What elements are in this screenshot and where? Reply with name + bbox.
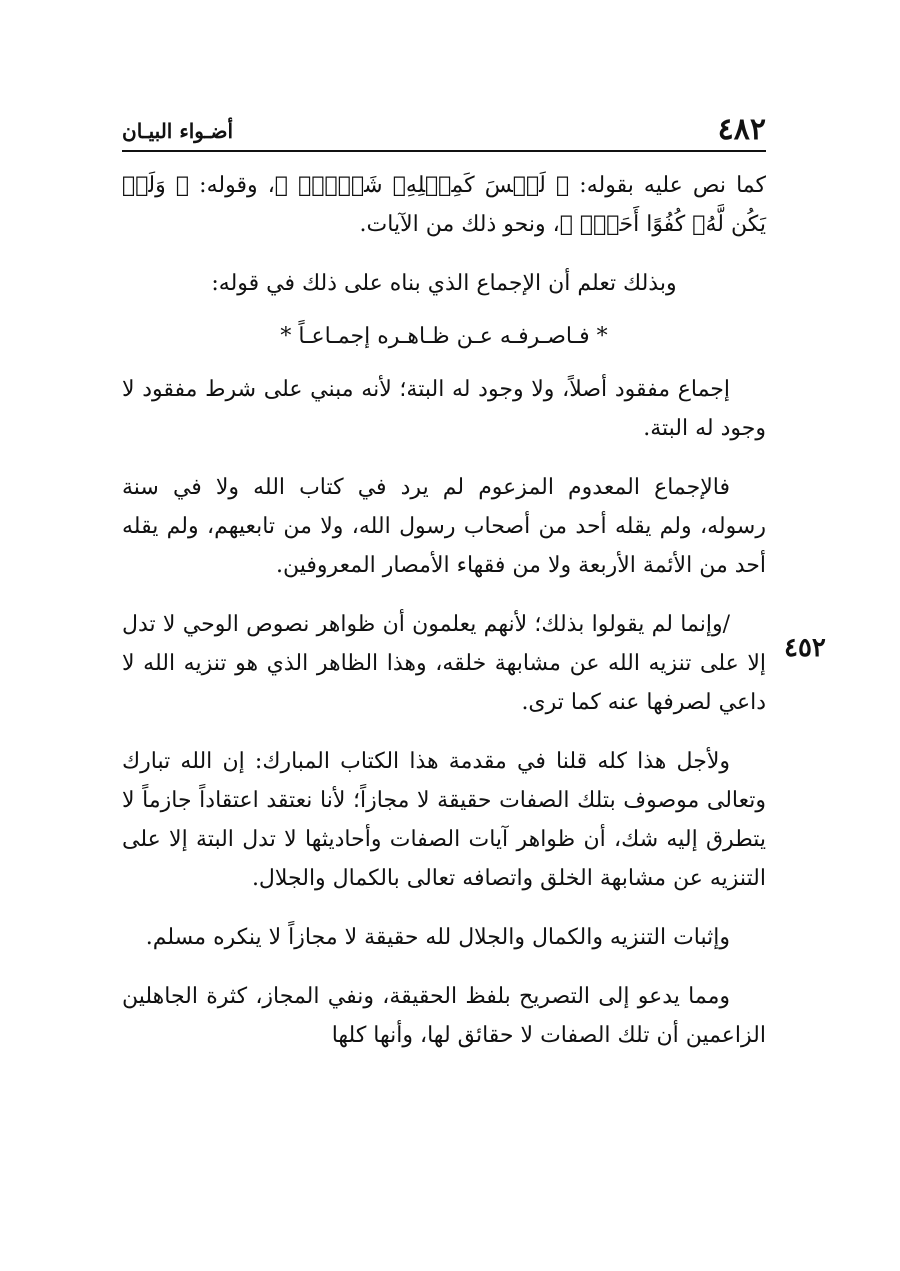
page-number: ٤٨٢ <box>717 112 766 147</box>
paragraph-intro: وبذلك تعلم أن الإجماع الذي بناه على ذلك في قوله: <box>211 271 677 296</box>
margin-page-reference: ٤٥٢ <box>784 633 826 663</box>
paragraph: إجماع مفقود أصلاً، ولا وجود له البتة؛ لأنه مبني على شرط مفقود لا وجود له البتة. <box>122 377 766 441</box>
paragraph: ولأجل هذا كله قلنا في مقدمة هذا الكتاب المبارك: إن الله تبارك وتعالى موصوف بتلك الصفات حقيقة لا مجازاً؛ لأنا نعتقد اعتقاداً جازماً لا يتطرق إليه شك، أن ظواهر آيات الصفات وأحاديثها لا تدل البتة إلا على التنزيه عن مشابهة الخلق واتصافه تعالى بالكمال والجلال. <box>122 749 766 891</box>
body-text <box>122 166 766 1075</box>
paragraph-quran-citation: كما نص عليه بقوله: ﴿ لَيۡسَ كَمِثۡلِهِۦ شَيۡءٞۖ ﴾، وقوله: ﴿ وَلَمۡ يَكُن لَّهُۥ كُفُوًا أَحَدُۢ ﴾، ونحو ذلك من الآيات. <box>122 173 766 237</box>
paragraph: فالإجماع المعدوم المزعوم لم يرد في كتاب الله ولا في سنة رسوله، ولم يقله أحد من أصحاب رسول الله، ولا من تابعيهم، ولم يقله أحد من الأئمة الأربعة ولا من فقهاء الأمصار المعروفين. <box>122 475 766 578</box>
header-rule <box>122 150 766 152</box>
paragraph: ومما يدعو إلى التصريح بلفظ الحقيقة، ونفي المجاز، كثرة الجاهلين الزاعمين أن تلك الصفات لا حقائق لها، وأنها كلها <box>122 984 766 1048</box>
paragraph: /وإنما لم يقولوا بذلك؛ لأنهم يعلمون أن ظواهر نصوص الوحي لا تدل إلا على تنزيه الله عن مشابهة خلقه، وهذا الظاهر الذي هو تنزيه الله لا داعي لصرفها عنه كما ترى. <box>122 612 766 715</box>
verse-line: * فـاصـرفـه عـن ظـاهـره إجمـاعـاً * <box>280 324 608 349</box>
running-title: أضـواء البيـان <box>122 119 234 143</box>
paragraph: وإثبات التنزيه والكمال والجلال لله حقيقة لا مجازاً لا ينكره مسلم. <box>145 925 730 950</box>
page-header <box>122 112 766 152</box>
